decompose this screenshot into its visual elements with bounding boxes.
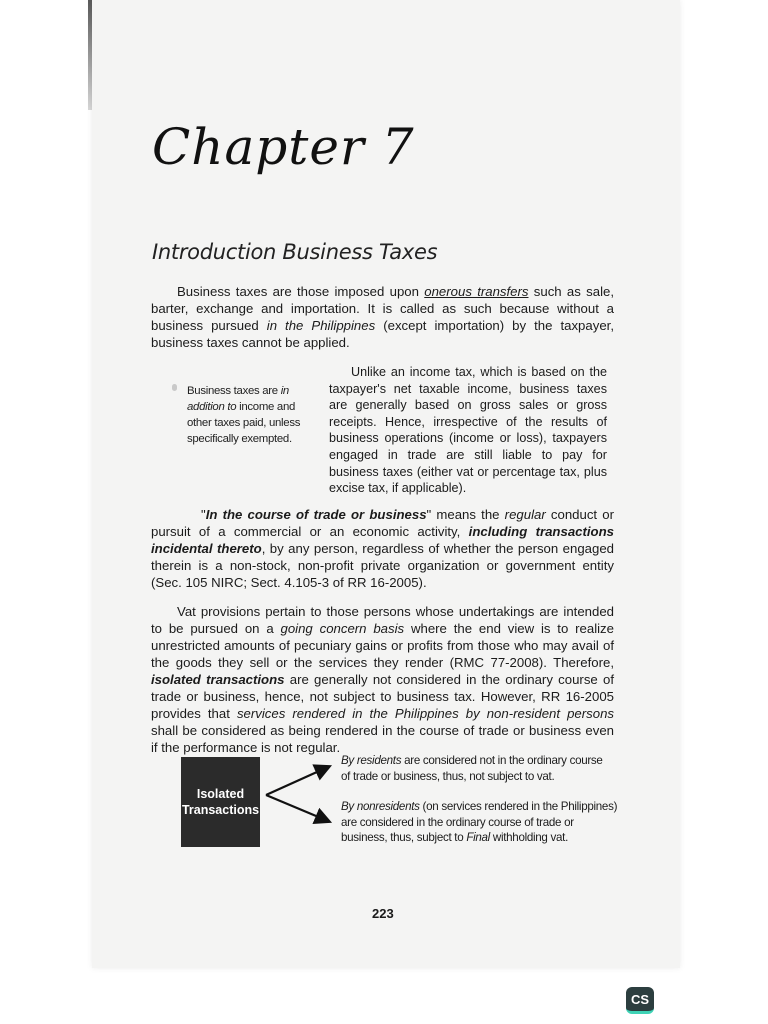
- box-label-line2: Transactions: [181, 803, 260, 817]
- box-label-line1: Isolated: [196, 787, 245, 801]
- paragraph-business-taxes-intro: [151, 283, 614, 351]
- italic-term: regular: [504, 507, 546, 522]
- text-run: (on services rendered in the Philippines) are considered in the ordinary course of trade or business, thus, subject to: [341, 800, 618, 845]
- bold-italic-term: In the course of trade or business: [205, 507, 427, 522]
- text-run: (except importation) by the taxpayer, business taxes cannot be applied.: [151, 318, 614, 350]
- residents-note: [341, 753, 611, 784]
- bold-italic-term: isolated transactions: [151, 672, 285, 687]
- badge-label: CS: [630, 991, 650, 1007]
- italic-term: in addition to: [187, 385, 289, 413]
- text-run: are generally not considered in the ordinary course of trade or business, hence, not subject to business tax. However, RR 16-2005 provides that: [151, 672, 614, 721]
- italic-term: services rendered in the Philippines by non-resident persons: [236, 706, 614, 721]
- sidenote: [187, 383, 307, 447]
- paragraph-income-vs-business-tax: Unlike an income tax, which is based on the taxpayer's net taxable income, business taxes are generally based on gross sales or gross receipts. Hence, irrespective of the results of business operations (income or loss), taxpayers engaged in trade are still liable to pay for business taxes (either vat or percentage tax, plus excise tax, if applicable).: [329, 365, 607, 496]
- text-run: Business taxes are: [187, 385, 281, 397]
- text-run: shall be considered as being rendered in the course of trade or business even if the performance is not regular.: [151, 723, 614, 755]
- nonresidents-note: [341, 799, 619, 846]
- text-run: income and other taxes paid, unless specifically exempted.: [187, 401, 301, 445]
- text-run: Vat provisions pertain to those persons whose undertakings are intended to be pursued on a: [151, 604, 614, 636]
- isolated-transactions-box: [181, 757, 260, 847]
- text-run: ": [201, 507, 206, 522]
- chapter-heading: Chapter 7: [152, 118, 415, 176]
- chapter-title: Introduction Business Taxes: [152, 240, 438, 264]
- text-run: are considered not in the ordinary course of trade or business, thus, not subject to vat.: [341, 754, 603, 783]
- italic-term: going concern basis: [280, 621, 405, 636]
- text-run: , by any person, regardless of whether the person engaged therein is a non-stock, non-profit private organization or government entity (Sec. 105 NIRC; Sect. 4.105-3 of RR 16-2005).: [151, 541, 615, 590]
- bold-italic-term: including transactions incidental thereto: [151, 524, 614, 556]
- text-run: such as sale, barter, exchange and importation. It is called as such because without a business pursued: [151, 284, 614, 333]
- text-run: Business taxes are those imposed upon: [177, 284, 425, 299]
- sidenote-marker: [172, 384, 177, 391]
- italic-term: in the Philippines: [266, 318, 376, 333]
- italic-term: Final: [466, 831, 490, 845]
- text-run: where the end view is to realize unrestricted amounts of pecuniary gains or profits from those who may avail of the goods they sell or the services they render (RMC 77-2008). Therefore,: [151, 621, 614, 670]
- paragraph-course-of-trade: [151, 506, 614, 591]
- text-run: " means the: [426, 507, 505, 522]
- paragraph-vat-provisions: [151, 603, 614, 756]
- italic-term: By residents: [341, 754, 402, 767]
- page-number: 223: [372, 906, 394, 921]
- text-run: withholding vat.: [489, 831, 568, 845]
- italic-term: By nonresidents: [341, 800, 420, 813]
- branch-arrows-icon: [262, 758, 342, 828]
- text-run: conduct or pursuit of a commercial or an economic activity,: [151, 507, 614, 539]
- camscanner-logo-icon: [626, 987, 654, 1014]
- underlined-term: onerous transfers: [424, 284, 529, 299]
